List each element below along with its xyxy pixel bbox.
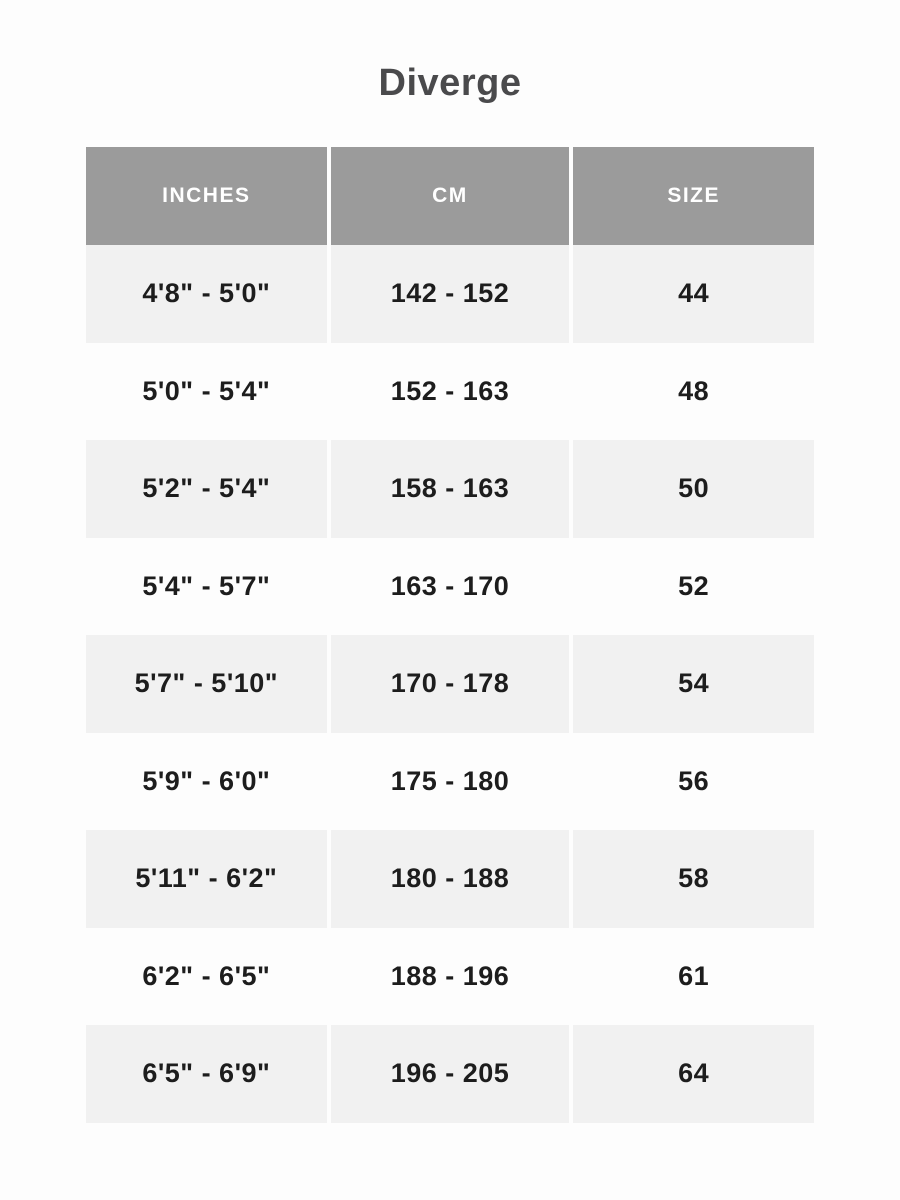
column-header-size: SIZE bbox=[571, 147, 814, 245]
cell-inches: 5'2" - 5'4" bbox=[142, 473, 271, 504]
table-row bbox=[86, 538, 814, 636]
size-chart-table bbox=[86, 147, 814, 1123]
column-header-inches: INCHES bbox=[86, 147, 329, 245]
cell-size: 56 bbox=[571, 733, 814, 831]
table-row bbox=[86, 440, 814, 538]
header-row bbox=[86, 147, 814, 245]
cell-inches: 5'11" - 6'2" bbox=[135, 863, 278, 894]
table-row bbox=[86, 1025, 814, 1123]
cell-inches: 6'2" - 6'5" bbox=[142, 960, 271, 991]
cell-inches: 4'8" - 5'0" bbox=[142, 278, 271, 309]
cell-size: 54 bbox=[571, 635, 814, 733]
cell-cm: 196 - 205 bbox=[329, 1025, 572, 1123]
table-row bbox=[86, 928, 814, 1026]
page-title: Diverge bbox=[378, 62, 522, 104]
cell-cm: 152 - 163 bbox=[329, 343, 572, 441]
cell-cm: 180 - 188 bbox=[329, 830, 572, 928]
cell-cm: 163 - 170 bbox=[329, 538, 572, 636]
cell-size: 64 bbox=[571, 1025, 814, 1123]
cell-size: 44 bbox=[571, 245, 814, 343]
cell-cm: 175 - 180 bbox=[329, 733, 572, 831]
cell-cm: 142 - 152 bbox=[329, 245, 572, 343]
cell-size: 52 bbox=[571, 538, 814, 636]
cell-size: 50 bbox=[571, 440, 814, 538]
cell-size: 48 bbox=[571, 343, 814, 441]
table-row bbox=[86, 830, 814, 928]
cell-inches: 5'9" - 6'0" bbox=[142, 765, 271, 796]
cell-inches: 5'4" - 5'7" bbox=[142, 570, 271, 601]
table-row bbox=[86, 733, 814, 831]
cell-inches: 6'5" - 6'9" bbox=[142, 1058, 271, 1089]
table-row bbox=[86, 635, 814, 733]
cell-size: 61 bbox=[571, 928, 814, 1026]
cell-cm: 188 - 196 bbox=[329, 928, 572, 1026]
table-row bbox=[86, 343, 814, 441]
table-row bbox=[86, 245, 814, 343]
cell-cm: 170 - 178 bbox=[329, 635, 572, 733]
table-body bbox=[86, 245, 814, 1123]
cell-size: 58 bbox=[571, 830, 814, 928]
table-header bbox=[86, 147, 814, 245]
cell-cm: 158 - 163 bbox=[329, 440, 572, 538]
cell-inches: 5'7" - 5'10" bbox=[134, 668, 279, 699]
cell-inches: 5'0" - 5'4" bbox=[142, 375, 271, 406]
column-header-cm: CM bbox=[329, 147, 572, 245]
